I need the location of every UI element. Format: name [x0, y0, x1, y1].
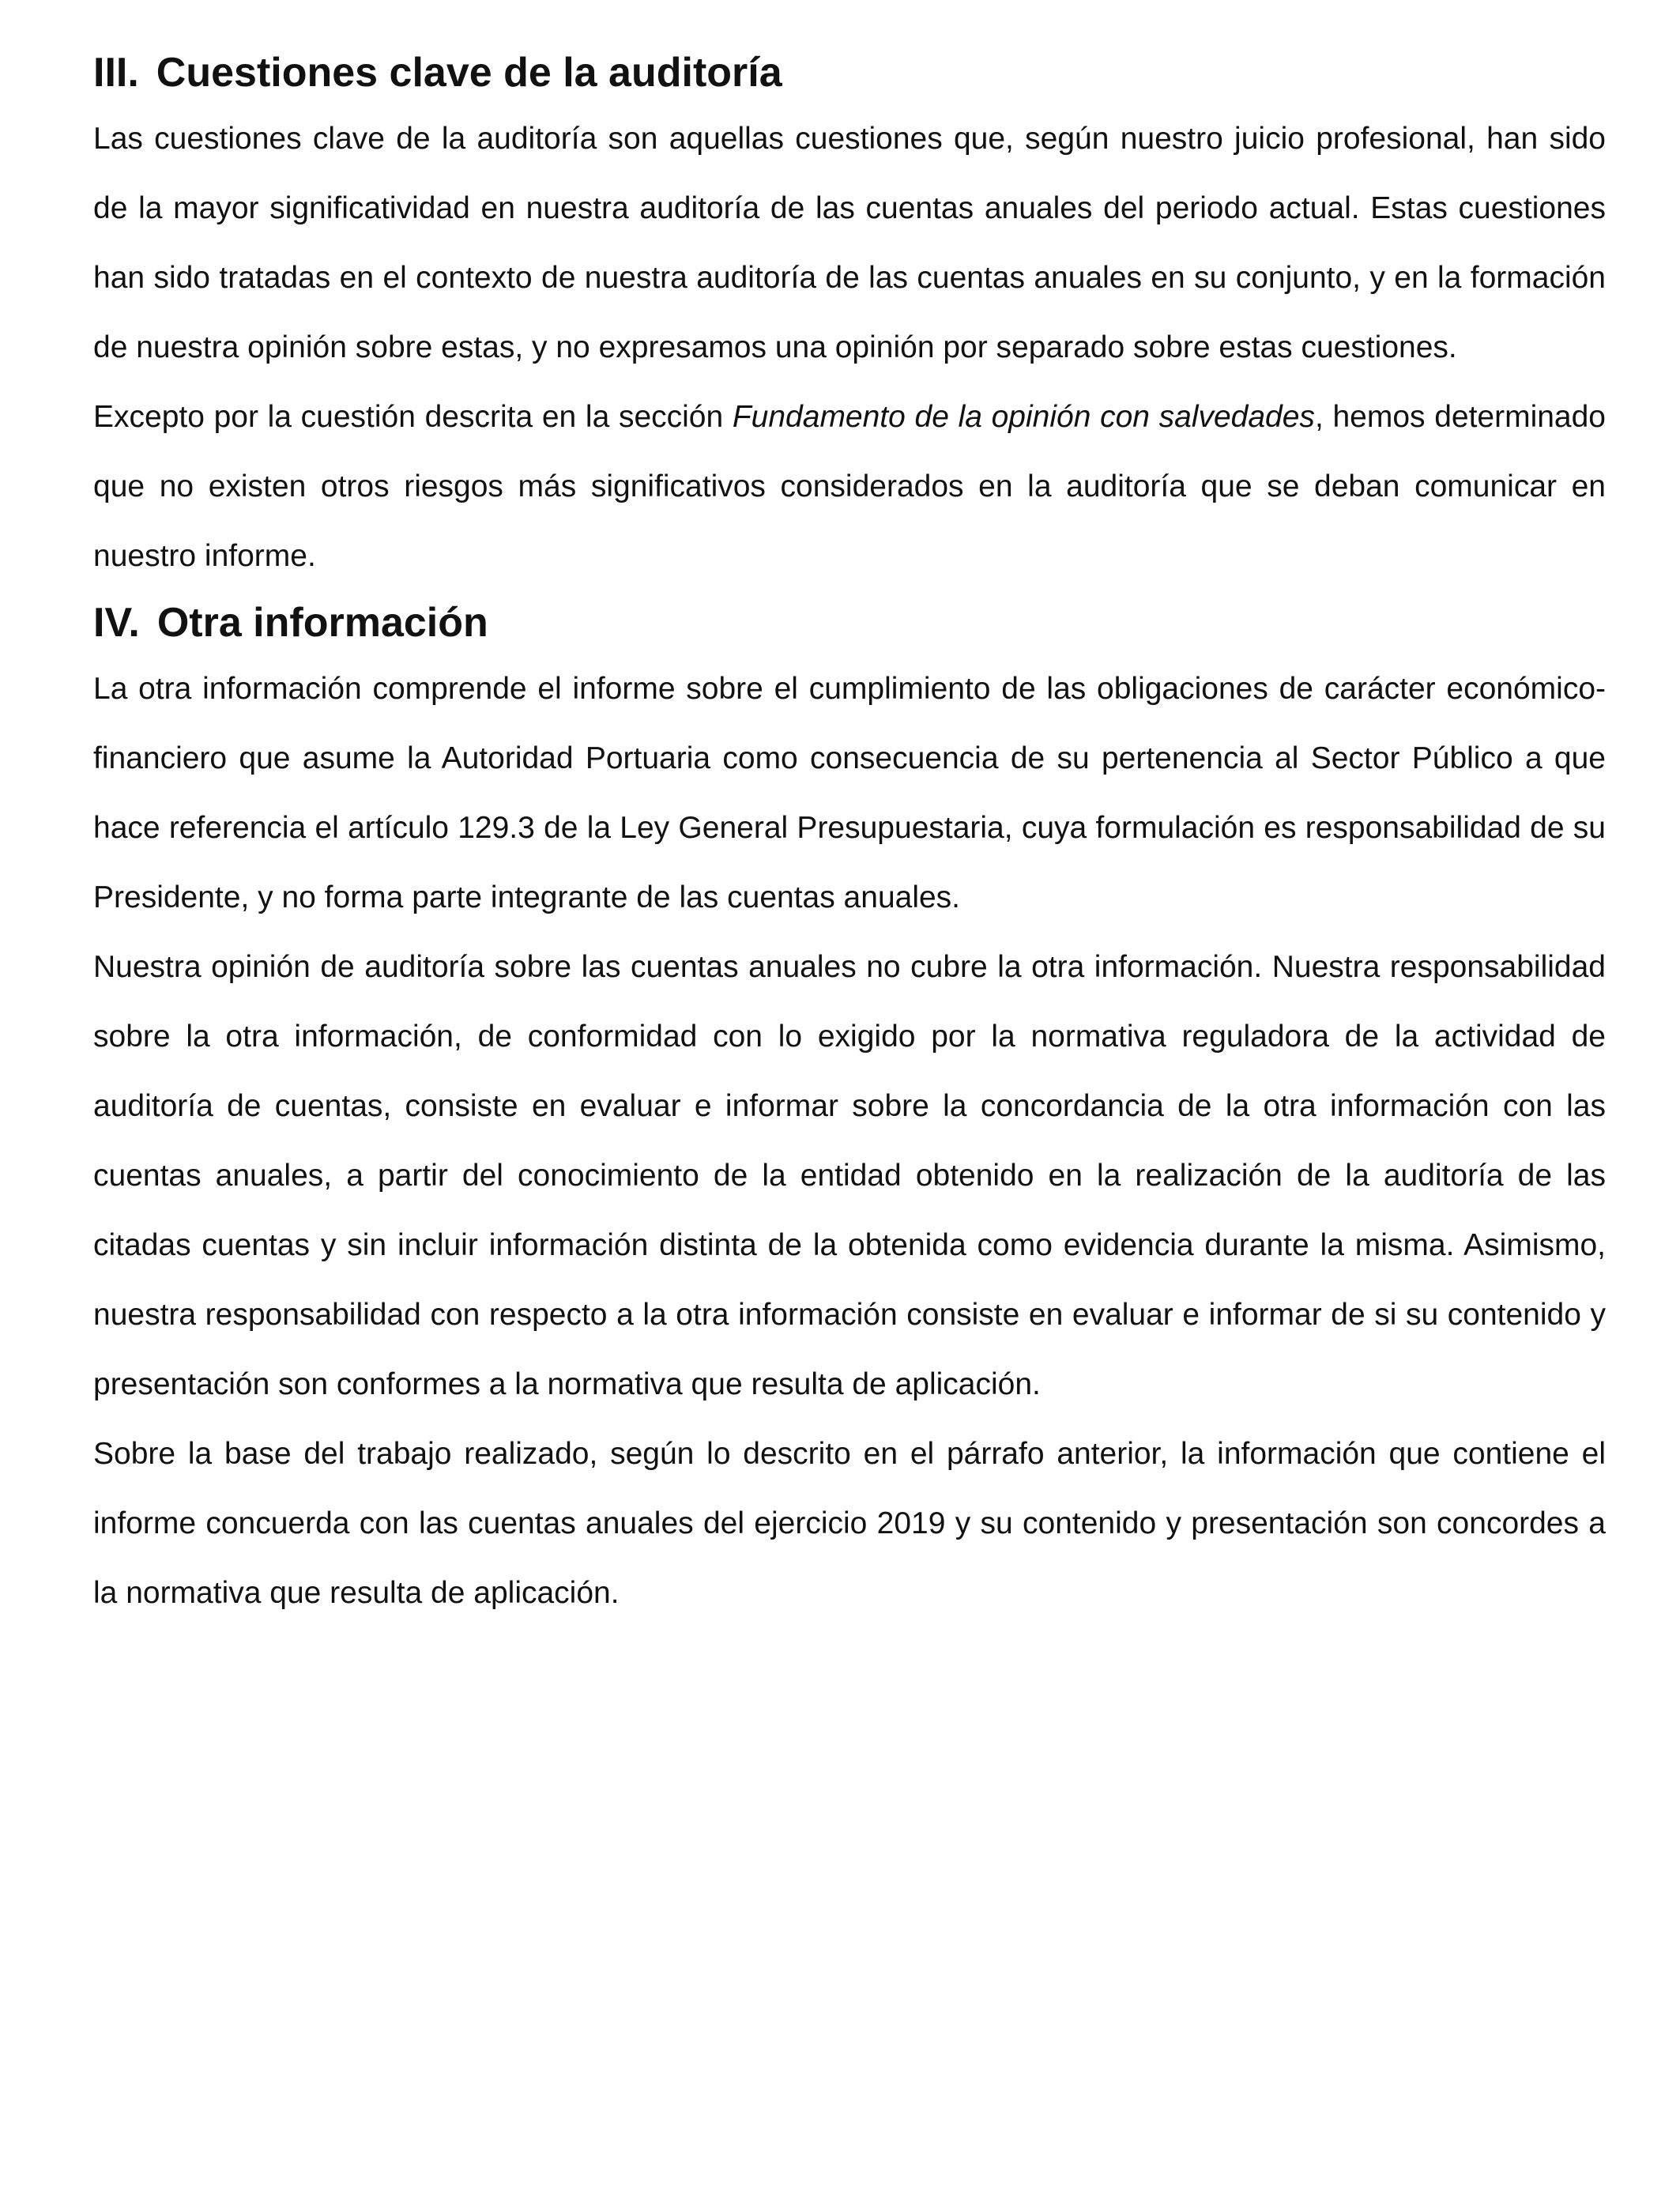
document-page [93, 41, 1606, 1628]
section-heading-other-information [93, 591, 1606, 654]
paragraph-key-matters-exception [93, 383, 1606, 591]
section-heading-key-audit-matters [93, 41, 1606, 104]
section-title: Otra información [156, 600, 488, 646]
paragraph-text: , hemos determinado que no existen otros riesgos más significativos considerados en la auditoría que se deban comunicar en nuestro informe. [93, 400, 1606, 573]
section-title: Cuestiones clave de la auditoría [156, 50, 782, 96]
section-key-audit-matters [93, 41, 1606, 591]
paragraph-text: Excepto por la cuestión descrita en la sección [93, 400, 733, 434]
paragraph-other-info-responsibility: Nuestra opinión de auditoría sobre las cuentas anuales no cubre la otra información. Nuestra responsabilidad sobre la otra información, de conformidad con lo exigido por la normativa reguladora de la actividad de auditoría de cuentas, consiste en evaluar e informar sobre la concordancia de la otra información con las cuentas anuales, a partir del conocimiento de la entidad obtenido en la realización de la auditoría de las citadas cuentas y sin incluir información distinta de la obtenida como evidencia durante la misma. Asimismo, nuestra responsabilidad con respecto a la otra información consiste en evaluar e informar de si su contenido y presentación son conformes a la normativa que resulta de aplicación. [93, 950, 1606, 1401]
section-number: IV. [93, 600, 140, 646]
paragraph-key-matters-definition: Las cuestiones clave de la auditoría son aquellas cuestiones que, según nuestro juicio profesional, han sido de la mayor significatividad en nuestra auditoría de las cuentas anuales del periodo actual. Estas cuestiones han sido tratadas en el contexto de nuestra auditoría de las cuentas anuales en su conjunto, y en la formación de nuestra opinión sobre estas, y no expresamos una opinión por separado sobre estas cuestiones. [93, 122, 1606, 364]
section-number: III. [93, 50, 139, 96]
paragraph-other-info-conclusion: Sobre la base del trabajo realizado, según lo descrito en el párrafo anterior, la información que contiene el informe concuerda con las cuentas anuales del ejercicio 2019 y su contenido y presentación son concordes a la normativa que resulta de aplicación. [93, 1437, 1606, 1610]
italic-section-reference: Fundamento de la opinión con salvedades [732, 400, 1315, 434]
paragraph-other-info-scope: La otra información comprende el informe sobre el cumplimiento de las obligaciones de carácter económico-financiero que asume la Autoridad Portuaria como consecuencia de su pertenencia al Sector Público a que hace referencia el artículo 129.3 de la Ley General Presupuestaria, cuya formulación es responsabilidad de su Presidente, y no forma parte integrante de las cuentas anuales. [93, 672, 1606, 914]
section-other-information [93, 591, 1606, 1628]
